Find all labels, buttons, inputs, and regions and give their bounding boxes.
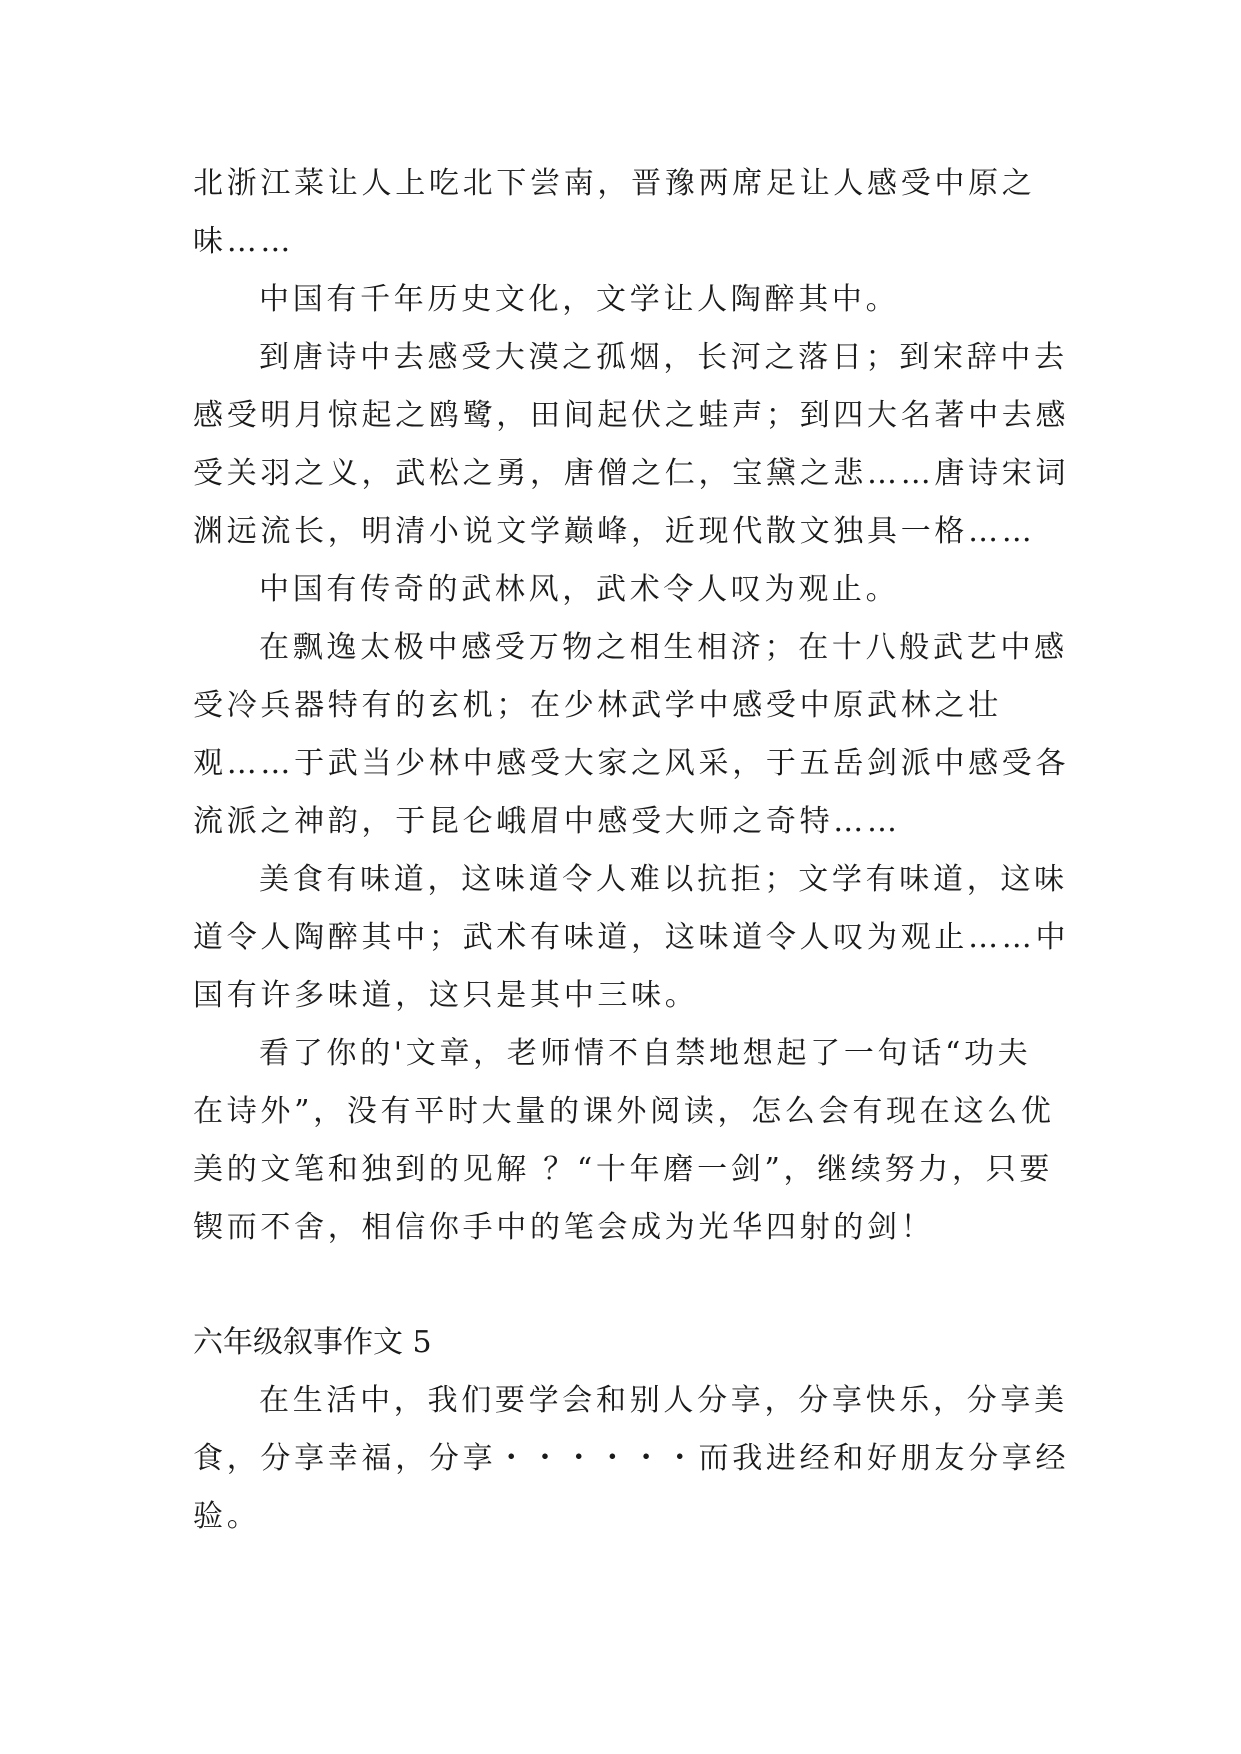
text-line: 验。 — [193, 1499, 261, 1534]
text-line: 美的文笔和独到的见解 ？“十年磨一剑”，继续努力，只要 — [193, 1152, 1054, 1187]
paragraph-start: 到唐诗中去感受大漠之孤烟，长河之落日；到宋辞中去 — [259, 340, 1068, 375]
text-line: 在诗外”，没有平时大量的课外阅读，怎么会有现在这么优 — [193, 1094, 1055, 1129]
text-line: 观……于武当少林中感受大家之风采，于五岳剑派中感受各 — [193, 746, 1070, 781]
text-line: 感受明月惊起之鸥鹭，田间起伏之蛙声；到四大名著中去感 — [193, 398, 1070, 433]
text-line: 锲而不舍，相信你手中的笔会成为光华四射的剑！ — [193, 1210, 935, 1245]
text-line: 北浙江菜让人上吃北下尝南，晋豫两席足让人感受中原之 — [193, 166, 1036, 201]
section-heading: 六年级叙事作文 5 — [193, 1325, 432, 1360]
paragraph-start: 看了你的'文章，老师情不自禁地想起了一句话“功夫 — [259, 1036, 1032, 1071]
paragraph-start: 美食有味道，这味道令人难以抗拒；文学有味道，这味 — [259, 862, 1068, 897]
text-line: 道令人陶醉其中；武术有味道，这味道令人叹为观止……中 — [193, 920, 1070, 955]
paragraph-start: 在生活中，我们要学会和别人分享，分享快乐，分享美 — [259, 1383, 1068, 1418]
paragraph-start: 在飘逸太极中感受万物之相生相济；在十八般武艺中感 — [259, 630, 1068, 665]
text-line: 味…… — [193, 224, 295, 259]
text-line: 流派之神韵，于昆仑峨眉中感受大师之奇特…… — [193, 804, 901, 839]
text-line: 受冷兵器特有的玄机；在少林武学中感受中原武林之壮 — [193, 688, 1002, 723]
text-line: 国有许多味道，这只是其中三味。 — [193, 978, 699, 1013]
paragraph-start: 中国有千年历史文化，文学让人陶醉其中。 — [259, 282, 900, 317]
text-line: 食，分享幸福，分享・・・・・・而我进经和好朋友分享经 — [193, 1441, 1070, 1476]
text-line: 渊远流长，明清小说文学巅峰，近现代散文独具一格…… — [193, 514, 1036, 549]
text-line: 受关羽之义，武松之勇，唐僧之仁，宝黛之悲……唐诗宋词 — [193, 456, 1070, 491]
paragraph-start: 中国有传奇的武林风，武术令人叹为观止。 — [259, 572, 900, 607]
